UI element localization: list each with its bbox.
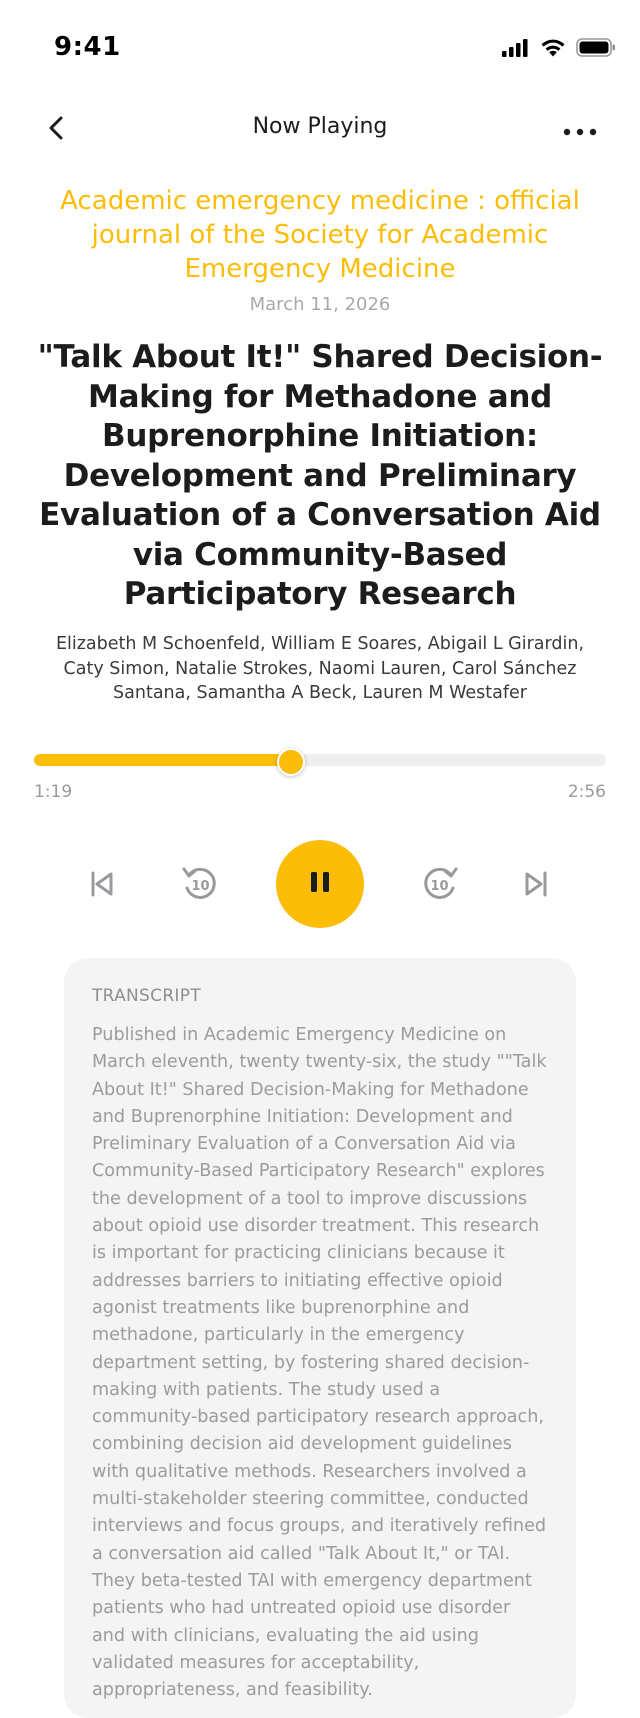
battery-icon (576, 38, 616, 61)
playback-controls (0, 840, 640, 932)
skip-back-button[interactable] (80, 864, 124, 908)
status-time: 9:41 (54, 32, 121, 62)
wifi-icon (540, 38, 566, 61)
playback-progress-slider[interactable] (34, 748, 606, 772)
transcript-label: TRANSCRIPT (92, 986, 201, 1006)
elapsed-time: 1:19 (34, 782, 73, 802)
forward-10-button[interactable] (416, 862, 464, 910)
rewind-10-button[interactable] (176, 862, 224, 910)
total-time: 2:56 (567, 782, 606, 802)
skip-forward-icon (522, 869, 550, 903)
more-options-button[interactable] (558, 112, 602, 148)
rewind-10-icon (180, 864, 220, 908)
pause-icon (309, 870, 331, 898)
forward-10-icon (420, 864, 460, 908)
progress-fill (34, 754, 291, 766)
nav-bar (0, 104, 640, 156)
article-title: "Talk About It!" Shared Decision-Making for Methadone and Buprenorphine Initiation: Development and Preliminary Evaluation of a Conversation Aid via Community-Based Participatory Research (37, 339, 603, 612)
authors-list: Elizabeth M Schoenfeld, William E Soares, Abigail L Girardin, Caty Simon, Natalie Strokes, Naomi Lauren, Carol Sánchez Santana, Samantha A Beck, Lauren M Westafer (55, 634, 585, 703)
svg-text:10: 10 (430, 879, 449, 894)
transcript-card[interactable] (64, 958, 576, 1718)
skip-back-icon (88, 869, 116, 903)
svg-text:10: 10 (191, 879, 210, 894)
status-bar (0, 0, 640, 96)
publication-date: March 11, 2026 (249, 294, 391, 315)
progress-thumb[interactable] (277, 748, 305, 776)
transcript-text: Published in Academic Emergency Medicine on March eleventh, twenty twenty-six, the study ""Talk About It!" Shared Decision-Making for Methadone and Buprenorphine Initiation: Development and Preliminary Evaluation of a Conversation Aid via Community-Based Participatory Research" explores the development of a tool to improve discussions about opioid use disorder treatment. This research is important for practicing clinicians because it addresses barriers to initiating effective opioid agonist treatments like buprenorphine and methadone, particularly in the emergency department setting, by fostering shared decision-making with patients. The study used a community-based participatory research approach, combining decision aid development guidelines with qualitative methods. Researchers involved a multi-stakeholder steering committee, conducted interviews and focus groups, and iteratively refined a conversation aid called "Talk About It," or TAI. They beta-tested TAI with emergency department patients who had untreated opioid use disorder and with clinicians, evaluating the aid using validated measures for acceptability, appropriateness, and feasibility. (92, 1025, 547, 1701)
nav-title: Now Playing (252, 114, 388, 139)
status-icons (502, 38, 616, 61)
more-horizontal-icon (563, 121, 597, 140)
cellular-signal-icon (502, 39, 530, 61)
skip-forward-button[interactable] (514, 864, 558, 908)
pause-button[interactable] (276, 840, 364, 928)
journal-name[interactable]: Academic emergency medicine : official journal of the Society for Academic Emergency Medicine (60, 186, 580, 284)
